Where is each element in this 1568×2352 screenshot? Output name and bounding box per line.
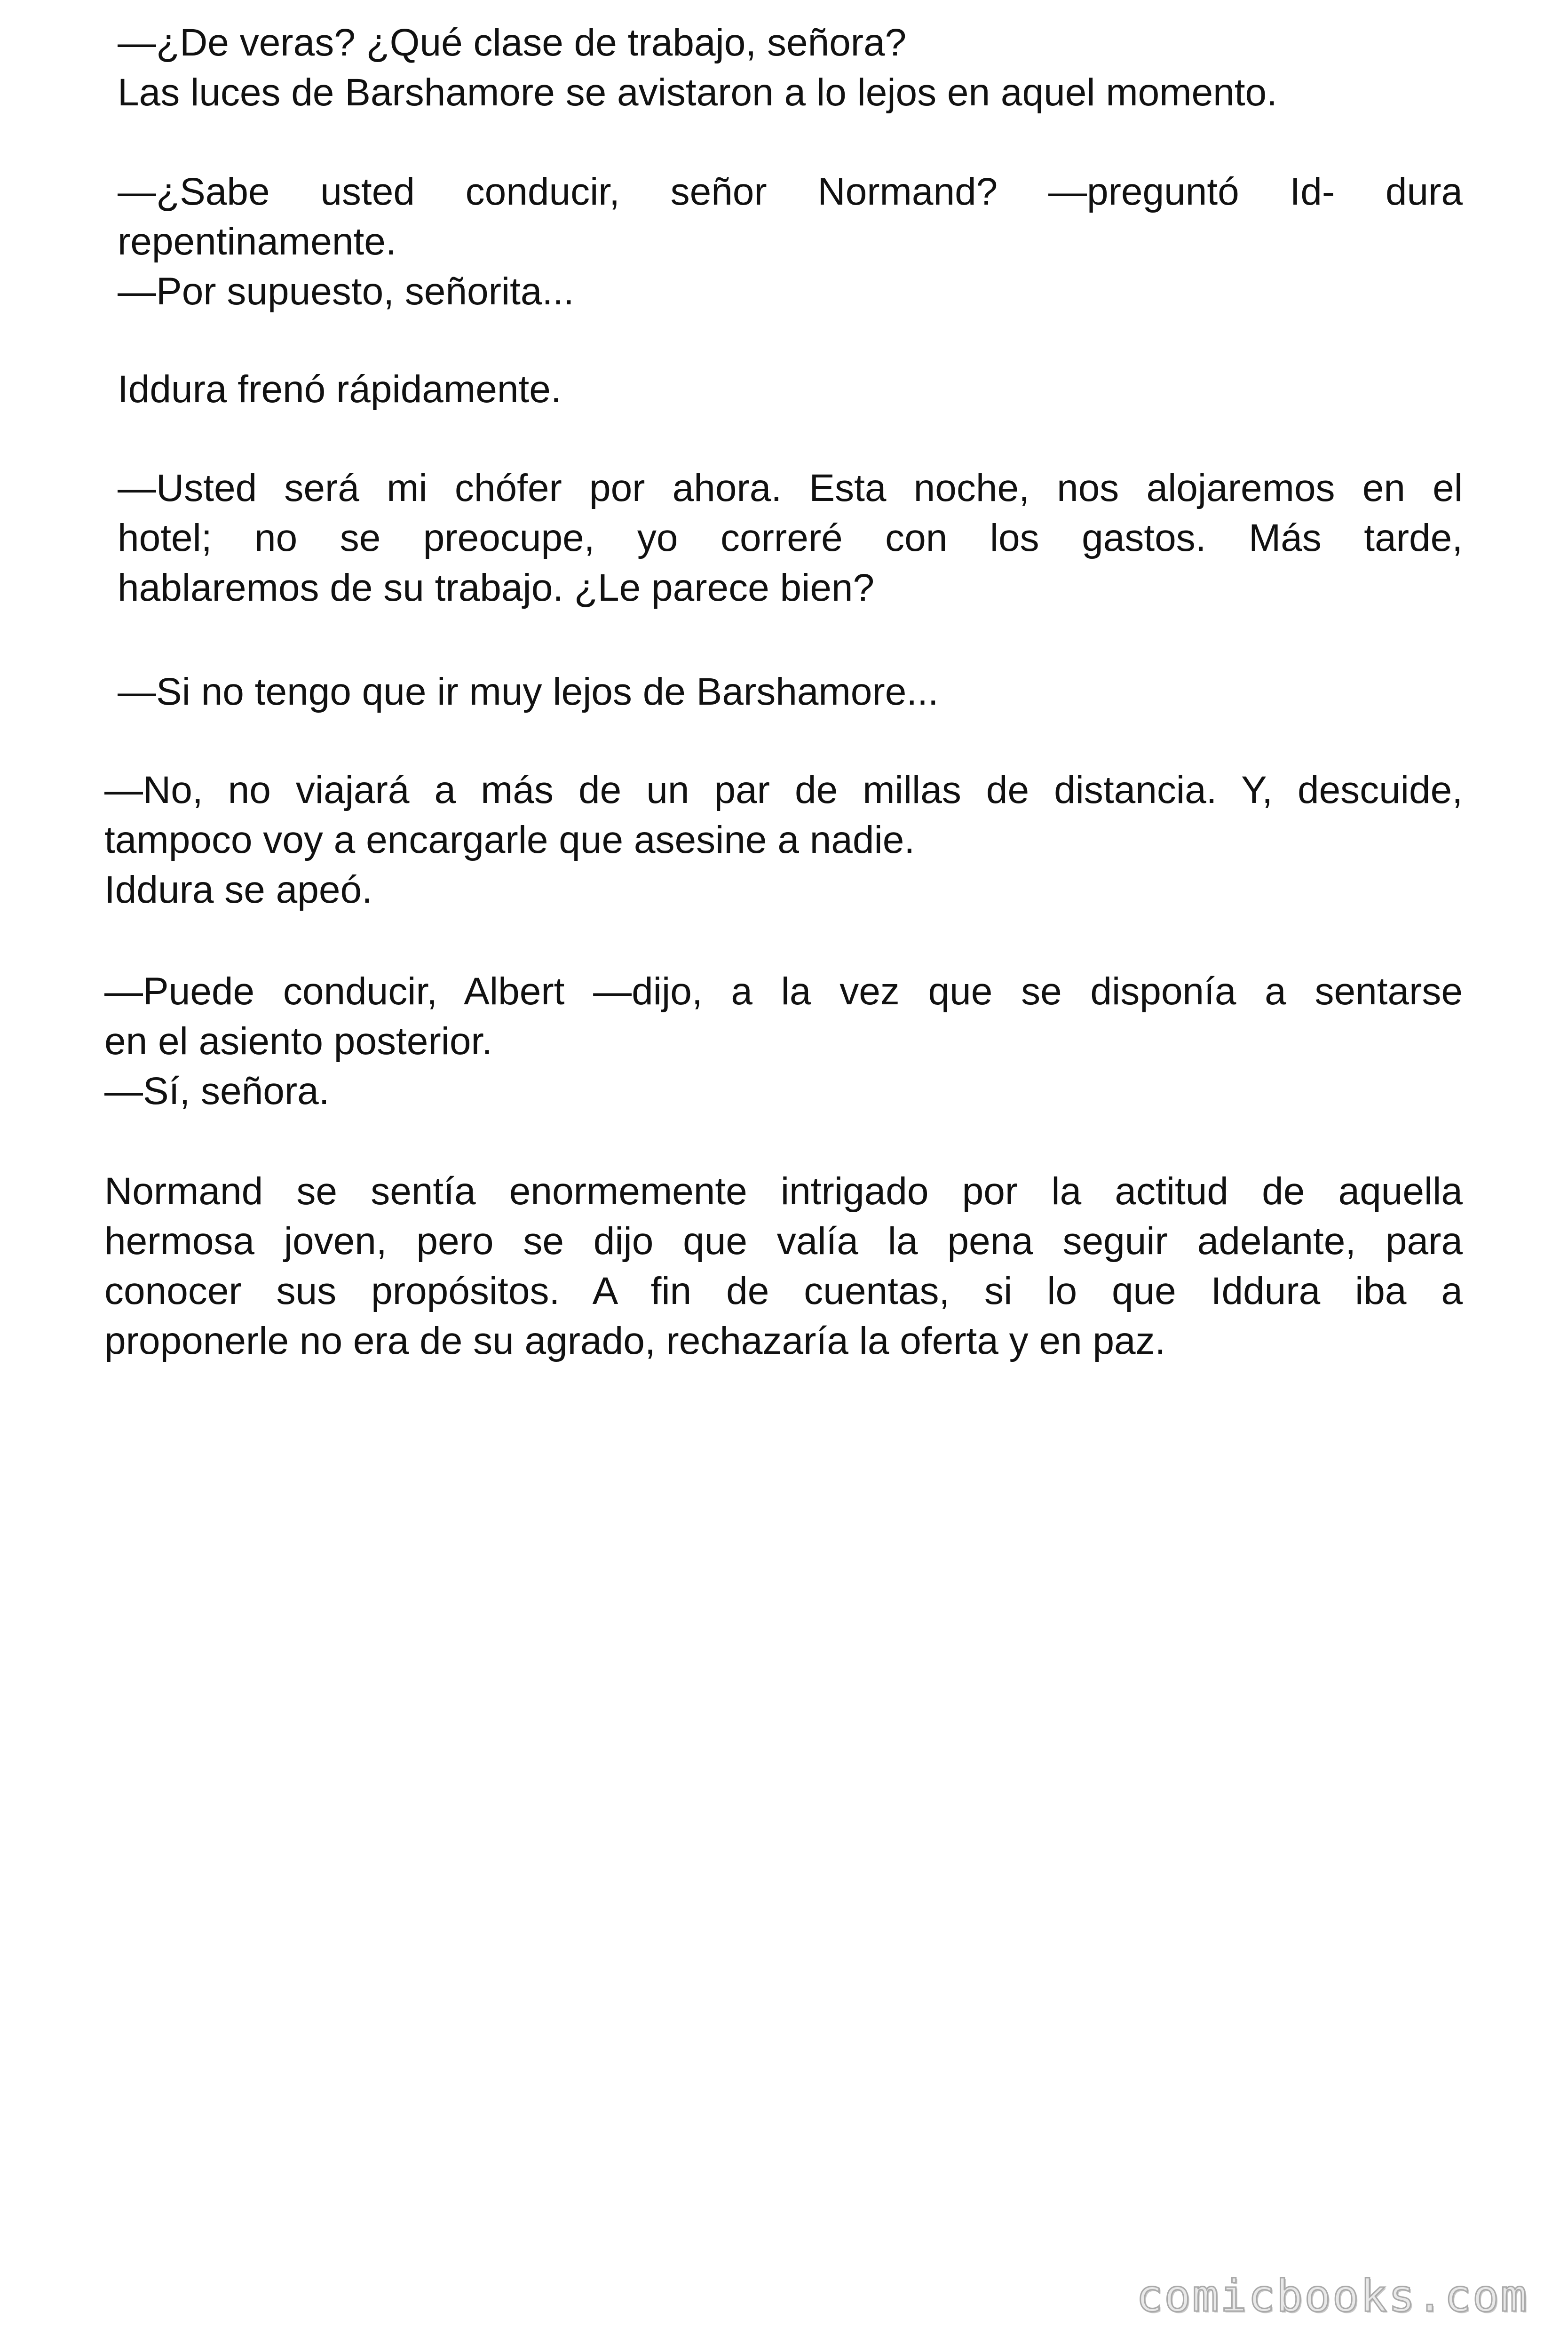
text-line: Iddura frenó rápidamente.: [118, 368, 562, 411]
paragraph-7: [104, 967, 1463, 1116]
text-line: —Usted será mi chófer por ahora. Esta noche, nos alojaremos en el: [118, 467, 1463, 509]
text-line: —¿Sabe usted conducir, señor Normand? —preguntó Id- dura: [118, 170, 1463, 213]
text-line: en el asiento posterior.: [104, 1020, 493, 1063]
paragraph-5: [118, 667, 1463, 717]
text-line: Las luces de Barshamore se avistaron a lo lejos en aquel momento.: [118, 71, 1277, 114]
text-line: repentinamente.: [118, 220, 396, 263]
text-line: hotel; no se preocupe, yo correré con los gastos. Más tarde,: [118, 516, 1463, 559]
text-line: —No, no viajará a más de un par de millas de distancia. Y, descuide,: [104, 769, 1463, 811]
text-line: —¿De veras? ¿Qué clase de trabajo, señora?: [118, 21, 907, 64]
text-line: Iddura se apeó.: [104, 868, 372, 911]
text-line: hablaremos de su trabajo. ¿Le parece bien?: [118, 566, 875, 609]
paragraph-1: [118, 18, 1463, 118]
paragraph-2: [118, 167, 1463, 317]
paragraph-6: [104, 765, 1463, 915]
text-line: tampoco voy a encargarle que asesine a nadie.: [104, 818, 915, 861]
text-line: proponerle no era de su agrado, rechazaría la oferta y en paz.: [104, 1319, 1166, 1362]
paragraph-3: [118, 365, 1463, 414]
text-line: —Por supuesto, señorita...: [118, 270, 574, 313]
paragraph-8: [104, 1167, 1463, 1366]
text-line: —Si no tengo que ir muy lejos de Barshamore...: [118, 670, 939, 713]
text-line: conocer sus propósitos. A fin de cuentas, si lo que Iddura iba a: [104, 1270, 1463, 1312]
text-line: —Sí, señora.: [104, 1070, 330, 1112]
text-line: hermosa joven, pero se dijo que valía la pena seguir adelante, para: [104, 1220, 1463, 1263]
text-line: Normand se sentía enormemente intrigado por la actitud de aquella: [104, 1170, 1463, 1213]
text-line: —Puede conducir, Albert —dijo, a la vez que se disponía a sentarse: [104, 970, 1463, 1013]
paragraph-4: [118, 463, 1463, 613]
site-watermark: comicbooks.com: [1136, 2271, 1528, 2322]
